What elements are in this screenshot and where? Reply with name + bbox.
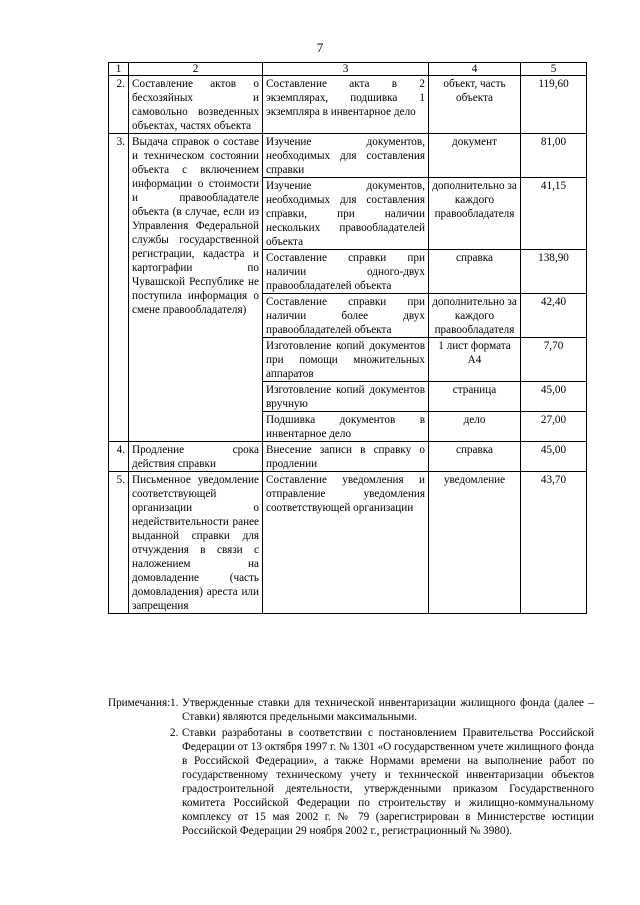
rate-value: 7,70 — [521, 338, 587, 382]
measurement-unit: дополнительно за каждого правообладателя — [429, 294, 521, 338]
note-text: Ставки разработаны в соответствии с постановлением Правительства Российской Федерации от 13 октября 1997 г. № 1301 «О государственном учете жилищного фонда в Российской Федерации», а также Нормами времени на выполнение работ по государственному техническому учету и технической инвентаризации объектов градостроительной деятельности, утвержденными приказом Государственного комитета Российской Федерации по строительству и жилищно-коммунальному комплексу от 15 мая 2002 г. № 79 (зарегистрирован в Министерстве юстиции Российской Федерации 29 ноября 2002 г., регистрационный № 3980). — [182, 727, 594, 837]
column-header: 2 — [129, 63, 263, 76]
column-header: 3 — [263, 63, 429, 76]
row-number: 5. — [109, 472, 129, 614]
work-description: Изготовление копий документов при помощи множительных аппаратов — [263, 338, 429, 382]
service-name: Выдача справок о составе и техническом состоянии объекта с включением информации о стоимости и правообладателе объекта (в случае, если из Управления Федеральной службы государственной регистрации, кадастра и картографии по Чувашской Республике не поступила информация о смене правообладателя) — [129, 134, 263, 442]
table-row — [109, 76, 587, 134]
notes-label: Примечания: — [108, 697, 171, 709]
rate-value: 43,70 — [521, 472, 587, 614]
rate-value: 45,00 — [521, 442, 587, 472]
column-header: 5 — [521, 63, 587, 76]
work-description: Составление справки при наличии более двух правообладателей объекта — [263, 294, 429, 338]
row-number: 3. — [109, 134, 129, 442]
rate-value: 42,40 — [521, 294, 587, 338]
rates-table — [108, 62, 587, 614]
measurement-unit: справка — [429, 250, 521, 294]
table-row — [109, 134, 587, 178]
work-description: Составление уведомления и отправление уведомления соответствующей организации — [263, 472, 429, 614]
notes-section — [108, 696, 594, 838]
rate-value: 119,60 — [521, 76, 587, 134]
measurement-unit: документ — [429, 134, 521, 178]
work-description: Составление акта в 2 экземплярах, подшивка 1 экземпляра в инвентарное дело — [263, 76, 429, 134]
row-number: 4. — [109, 442, 129, 472]
work-description: Изготовление копий документов вручную — [263, 382, 429, 412]
page-number: 7 — [316, 40, 324, 55]
note-item — [108, 696, 594, 724]
column-header: 4 — [429, 63, 521, 76]
rate-value: 138,90 — [521, 250, 587, 294]
measurement-unit: уведомление — [429, 472, 521, 614]
measurement-unit: дополнительно за каждого правообладателя — [429, 178, 521, 250]
column-header: 1 — [109, 63, 129, 76]
row-number: 2. — [109, 76, 129, 134]
note-item — [108, 726, 594, 838]
table-row — [109, 442, 587, 472]
note-number: 2. — [170, 727, 179, 739]
service-name: Письменное уведомление соответствующей организации о недействительности ранее выданной справки для отчуждения в связи с наложением на домовладение (часть домовладения) ареста или запрещения — [129, 472, 263, 614]
measurement-unit: объект, часть объекта — [429, 76, 521, 134]
work-description: Внесение записи в справку о продлении — [263, 442, 429, 472]
measurement-unit: 1 лист формата А4 — [429, 338, 521, 382]
note-text: Утвержденные ставки для технической инвентаризации жилищного фонда (далее – Ставки) являются предельными максимальными. — [182, 697, 594, 723]
note-number: 1. — [170, 697, 179, 709]
rate-value: 27,00 — [521, 412, 587, 442]
service-name: Продление срока действия справки — [129, 442, 263, 472]
notes-label-spacer — [108, 726, 170, 838]
service-name: Составление актов о бесхозяйных и самовольно возведенных объектах, частях объекта — [129, 76, 263, 134]
work-description: Составление справки при наличии одного-двух правообладателей объекта — [263, 250, 429, 294]
measurement-unit: справка — [429, 442, 521, 472]
work-description: Изучение документов, необходимых для составления справки, при наличии нескольких правообладателей объекта — [263, 178, 429, 250]
rate-value: 41,15 — [521, 178, 587, 250]
work-description: Изучение документов, необходимых для составления справки — [263, 134, 429, 178]
rate-value: 45,00 — [521, 382, 587, 412]
measurement-unit: страница — [429, 382, 521, 412]
work-description: Подшивка документов в инвентарное дело — [263, 412, 429, 442]
measurement-unit: дело — [429, 412, 521, 442]
rate-value: 81,00 — [521, 134, 587, 178]
table-row — [109, 472, 587, 614]
table-header-row — [109, 63, 587, 76]
